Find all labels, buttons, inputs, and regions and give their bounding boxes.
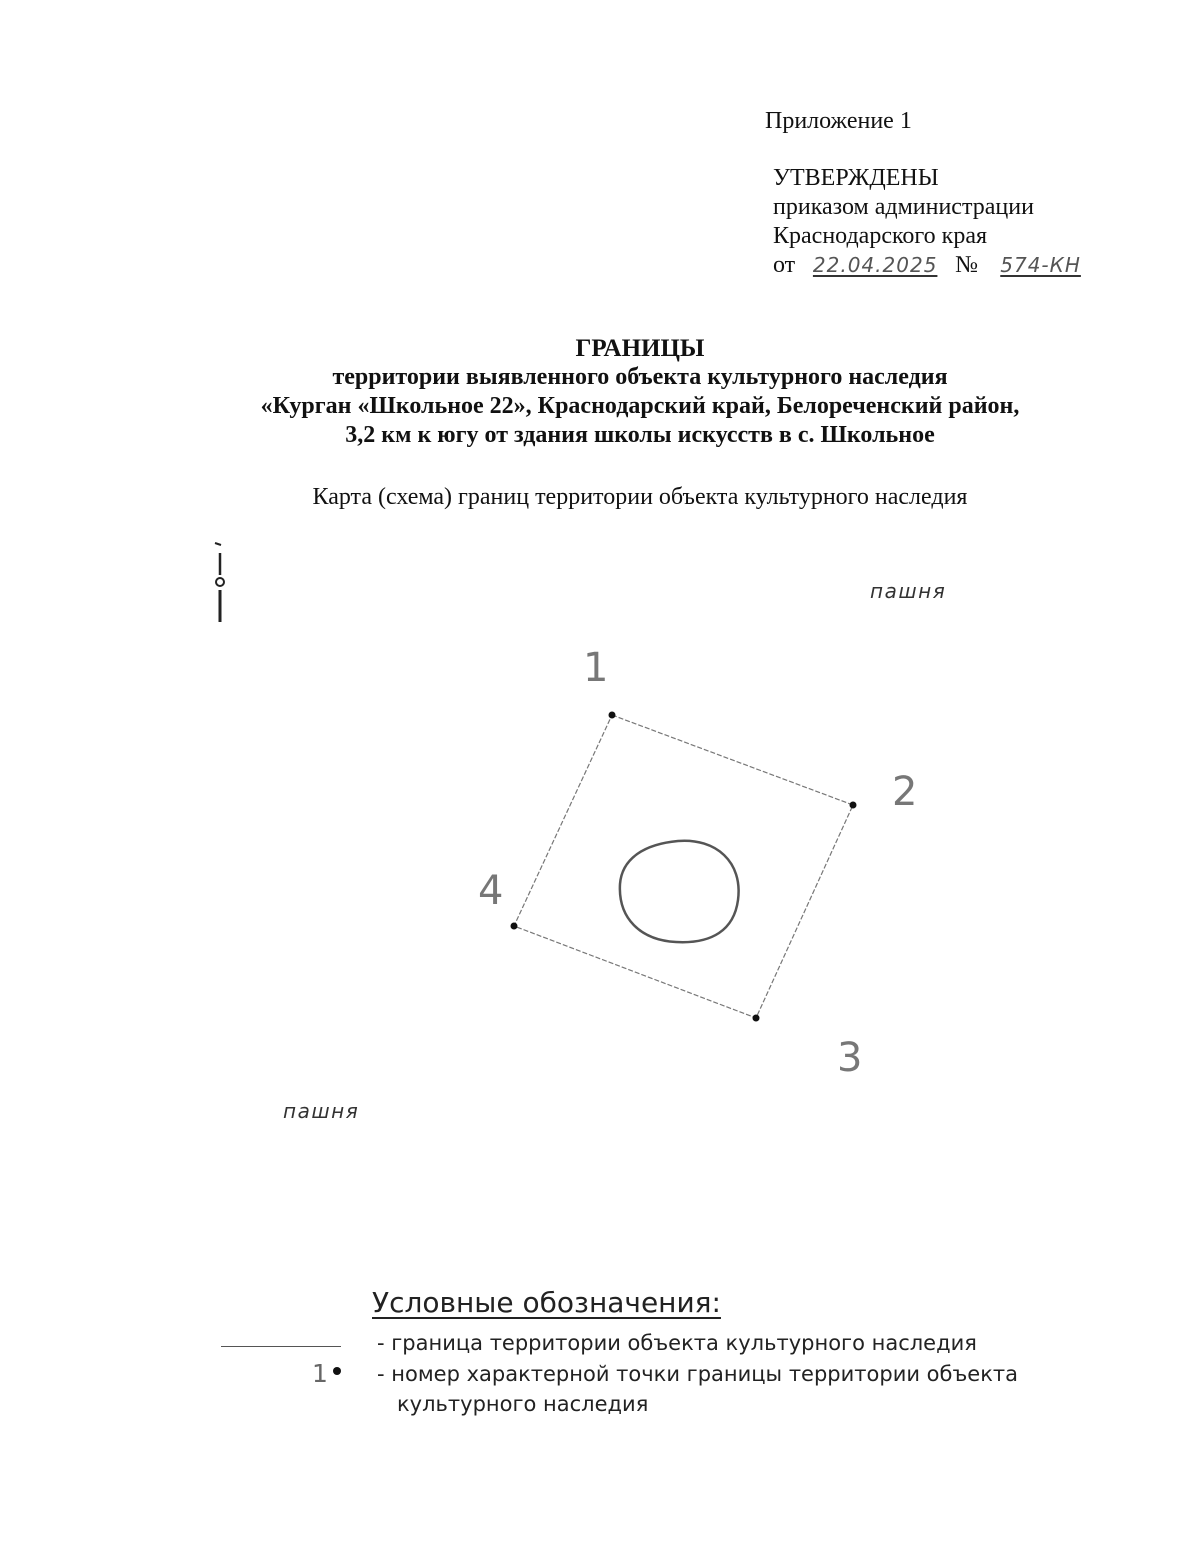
title-main: ГРАНИЦЫ <box>575 335 705 362</box>
mound-outline <box>620 841 739 942</box>
north-arrow-icon <box>215 543 224 622</box>
legend-item-point <box>377 1359 1117 1419</box>
legend-point-number-sample: 1 <box>312 1359 328 1388</box>
legend-item-point-text-cont: культурного наследия <box>397 1392 649 1416</box>
map-caption: Карта (схема) границ территории объекта культурного наследия <box>312 484 968 510</box>
point-label-3: 3 <box>837 1035 863 1081</box>
title-line-3: 3,2 км к югу от здания школы искусств в с. Школьное <box>345 422 935 448</box>
boundary-point-3 <box>753 1015 760 1022</box>
point-label-1: 1 <box>583 645 609 691</box>
land-label-top: пашня <box>870 579 947 603</box>
order-number: 574-КН <box>1000 253 1081 277</box>
legend-title: Условные обозначения: <box>372 1286 721 1319</box>
appendix-label: Приложение 1 <box>765 108 912 134</box>
boundary-point-2 <box>850 802 857 809</box>
boundary-point-4 <box>511 923 518 930</box>
legend-item-boundary: - граница территории объекта культурного наследия <box>377 1331 977 1355</box>
legend-boundary-line-sample <box>221 1346 341 1347</box>
order-date: 22.04.2025 <box>812 253 938 277</box>
point-label-4: 4 <box>478 868 504 914</box>
title-line-1: территории выявленного объекта культурного наследия <box>332 364 948 390</box>
territory-boundary <box>514 715 853 1018</box>
boundary-point-1 <box>609 712 616 719</box>
legend-point-dot-icon <box>333 1367 341 1375</box>
approved-line-3: Краснодарского края <box>773 223 988 249</box>
title-line-2: «Курган «Школьное 22», Краснодарский край, Белореченский район, <box>260 393 1020 419</box>
order-number-sign: № <box>955 252 979 278</box>
legend-item-point-text: - номер характерной точки границы территории объекта <box>377 1362 1019 1386</box>
land-label-bottom: пашня <box>283 1099 360 1123</box>
approved-title: УТВЕРЖДЕНЫ <box>773 165 939 191</box>
approved-line-2: приказом администрации <box>773 194 1034 220</box>
order-from-prefix: от <box>773 252 796 278</box>
point-label-2: 2 <box>892 769 918 815</box>
